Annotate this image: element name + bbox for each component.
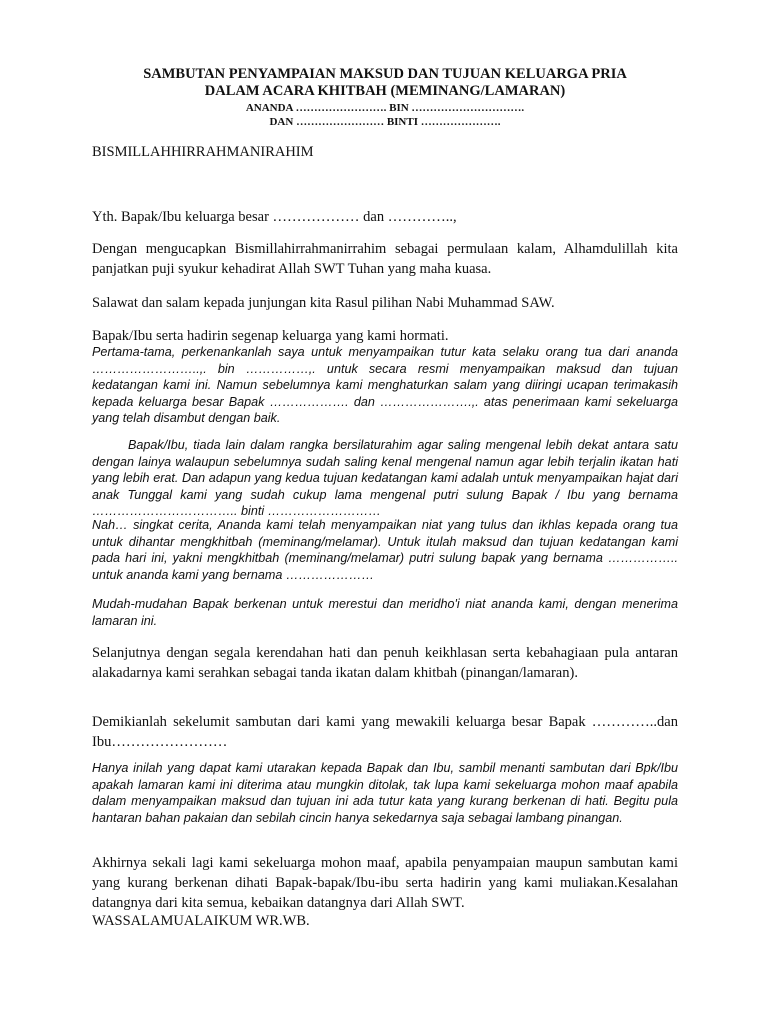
document-subtitle-line2: DAN …………………… BINTI …………………. <box>269 116 501 128</box>
paragraph-hanya: Hanya inilah yang dapat kami utarakan kepada Bapak dan Ibu, sambil menanti sambutan dari Bpk/Ibu apakah lamaran kami ini diterima atau mungkin ditolak, tak lupa kami sekeluarga mohon maaf apabila dalam menyampaikan maksud dan tujuan ini ada tutur kata yang kurang berkenan di hati. Begitu pula hantaran bahan pakaian dan sebilah cincin hanya sekedarnya saja sebagai lambang pinangan. <box>92 761 678 825</box>
paragraph-gratitude: Dengan mengucapkan Bismillahirrahmanirrahim sebagai permulaan kalam, Alhamdulillah kita panjatkan puji syukur kehadirat Allah SWT Tuhan yang maha kuasa. <box>92 241 678 277</box>
paragraph-nah: Nah… singkat cerita, Ananda kami telah menyampaikan niat yang tulus dan ikhlas kepada orang tua untuk dihantar mengkhitbah (meminang/melamar). Untuk itulah maksud dan tujuan kedatangan kami pada hari ini, yakni mengkhitbah (meminang/melamar) putri sulung bapak yang bernama …………….. untuk ananda kami yang bernama ………………… <box>92 518 678 582</box>
document-subtitle-line1: ANANDA ……………………. BIN …………………………. <box>245 102 525 114</box>
greeting-line: Yth. Bapak/Ibu keluarga besar ……………… dan ………….., <box>92 209 457 225</box>
paragraph-mudah-mudahan: Mudah-mudahan Bapak berkenan untuk merestui dan meridho'i niat ananda kami, dengan menerima lamaran ini. <box>92 597 678 628</box>
opening-basmalah: BISMILLAHHIRRAHMANIRAHIM <box>92 144 314 160</box>
document-title-line1: SAMBUTAN PENYAMPAIAN MAKSUD DAN TUJUAN KELUARGA PRIA <box>143 66 627 82</box>
paragraph-akhirnya: Akhirnya sekali lagi kami sekeluarga mohon maaf, apabila penyampaian maupun sambutan kami yang kurang berkenan dihati Bapak-bapak/Ibu-ibu serta hadirin yang kami muliakan.Kesalahan datangnya dari kita semua, kebaikan datangnya dari Allah SWT. <box>92 855 678 911</box>
document-title-line2: DALAM ACARA KHITBAH (MEMINANG/LAMARAN) <box>204 83 566 99</box>
closing-salam: WASSALAMUALAIKUM WR.WB. <box>92 913 310 929</box>
paragraph-hormat: Bapak/Ibu serta hadirin segenap keluarga yang kami hormati. <box>92 328 449 344</box>
paragraph-salawat: Salawat dan salam kepada junjungan kita Rasul pilihan Nabi Muhammad SAW. <box>92 295 555 311</box>
paragraph-pertama: Pertama-tama, perkenankanlah saya untuk menyampaikan tutur kata selaku orang tua dari ananda ……………………..,. bin ……………,. untuk secara resmi menyampaikan maksud dan tujuan kedatangan kami ini. Namun sebelumnya kami menghaturkan salam yang diiringi ucapan terimakasih kepada keluarga besar Bapak ………………. dan ………………….,. atas penerimaan kami sekeluarga yang telah disambut dengan baik. <box>92 345 678 425</box>
paragraph-silaturahim: Bapak/Ibu, tiada lain dalam rangka bersilaturahim agar saling mengenal lebih dekat antara satu dengan lainya walaupun sebelumnya sudah saling kenal mengenal namun agar lebih terjalin ikatan hati yang lebih erat. Dan adapun yang kedua tujuan kedatangan kami adalah untuk menyampaikan hajat dari anak Tunggal kami yang sudah cukup lama mengenal putri sulung Bapak / Ibu yang bernama …………………………….. binti ……………………… <box>92 438 678 518</box>
paragraph-demikian: Demikianlah sekelumit sambutan dari kami yang mewakili keluarga besar Bapak …………..dan Ibu…………………… <box>92 714 678 750</box>
paragraph-selanjutnya: Selanjutnya dengan segala kerendahan hati dan penuh keikhlasan serta kebahagiaan pula antaran alakadarnya kami serahkan sebagai tanda ikatan dalam khitbah (pinangan/lamaran). <box>92 645 678 681</box>
